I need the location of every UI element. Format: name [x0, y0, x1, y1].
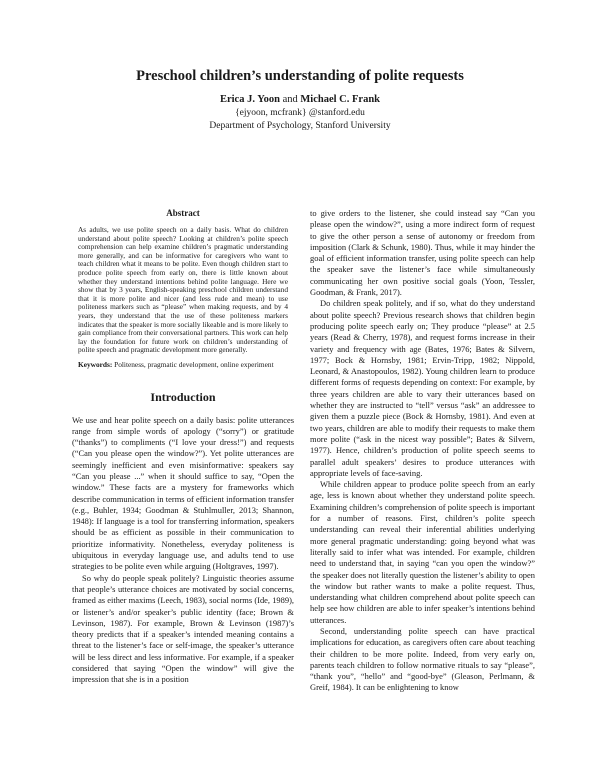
right-column	[310, 208, 535, 694]
paper-title: Preschool children’s understanding of polite requests	[136, 68, 464, 84]
abstract-text: As adults, we use polite speech on a daily basis. What do children understand about polite speech? Looking at children’s polite speech comprehension can help examine children’s pragmatic understanding more generally, and can be informative for caregivers who want to teach children what it means to be polite. Even though children start to produce polite speech from early on, there is little known about whether they understand intentions behind polite language. Here we show that by 3 years, English-speaking preschool children understand that it is more polite and nicer (and less rude and mean) to use politeness markers such as “please” when making requests, and by 4 years, they understand that the use of these politeness markers indicates that the speaker is more socially likeable and is more likely to gain compliance from their conversational partners. This work can help lay the foundation for future work on children’s understanding of polite speech and pragmatic development more generally.	[78, 225, 288, 355]
author-second: Michael C. Frank	[300, 94, 381, 105]
abstract-heading: Abstract	[166, 208, 200, 218]
author-conjunction: and	[282, 94, 298, 105]
introduction-heading: Introduction	[150, 389, 216, 404]
keywords-label: Keywords:	[78, 359, 113, 369]
intro-paragraph-4: Do children speak politely, and if so, what do they understand about polite speech? Previous research shows that children begin producing polite speech early on; They produce “please” at 2.5 years (Read & Cherry, 1978), and request forms increase in their variety and frequency with age (Bates, 1976; Bates & Silvern, 1977; Bock & Hornsby, 1981; Ervin-Tripp, 1982; Nippold, Leonard, & Anastopoulos, 1982). Young children learn to produce different forms of requests depending on context: For example, by three years children are able to vary their utterances based on whether they are instructed to “tell” versus “ask” an addressee to given them a puzzle piece (Bock & Hornsby, 1981). And even at two years, children are able to modify their requests to make them more polite (“ask in the nicest way possible”; Bates & Silvern, 1977). Hence, children’s production of polite speech seems to parallel adult speakers’ desires to produce utterances with appropriate levels of face-saving.	[310, 298, 535, 478]
intro-paragraph-1: We use and hear polite speech on a daily basis: polite utterances range from simple words of apology (“sorry”) or gratitude (“thanks”) to compliments (“I love your dress!”) and requests (“Can you please open the window?”). Yet polite utterances are seemingly inefficient and even misinformative: speakers say “Can you please ...” when it should suffice to say, “Open the window.” These facts are a mystery for frameworks which describe communication in terms of efficient information transfer (e.g., Buhler, 1934; Goodman & Stuhlmuller, 2013; Shannon, 1948): If language is a tool for transferring information, speakers should be as efficient as possible in their communication to prioritize informativity. Nonetheless, everyday politeness is ubiquitous in everyday language use, and adults tend to use strategies to be polite even while arguing (Holtgraves, 1997).	[72, 414, 294, 572]
intro-paragraph-3: to give orders to the listener, she could instead say “Can you please open the window?”, using a more indirect form of request to give the other person a sense of autonomy or freedom from imposition (Clark & Schunk, 1980). Thus, while it may hinder the goal of efficient information transfer, using polite speech can help the speaker save the listener’s face while simultaneously communicating her own positive social goals (Yoon, Tessler, Goodman, & Frank, 2017).	[310, 208, 535, 298]
author-first: Erica J. Yoon	[219, 94, 280, 105]
author-line	[0, 94, 600, 105]
intro-paragraph-5: While children appear to produce polite speech from an early age, less is known about whether they understand polite speech. Examining children’s comprehension of polite speech is important for a number of reasons. First, children’s polite speech understanding can reveal their inferential abilities underlying more general pragmatic understanding: going beyond what was literally said to infer what was intended. For example, children need to understand that, in saying “can you open the window?” the speaker does not literally question the listener’s ability to open the window but rather wants to make a polite request. Thus, understanding what children comprehend about polite speech can help see how children are able to infer speaker’s intentions behind utterances.	[310, 479, 535, 625]
intro-paragraph-2: So why do people speak politely? Linguistic theories assume that people’s utterance choices are motivated by social concerns, framed as either maxims (Leech, 1983), social norms (Ide, 1989), or listener’s and/or speaker’s public identity (face; Brown & Levinson, 1987). For example, Brown & Levinson (1987)’s theory predicts that if a speaker’s intended meaning contains a threat to the listener’s face or self-image, the speaker’s utterance will be less direct and less informative. For example, if a speaker considered that saying “Open the window” will give the impression that she is in a position	[72, 572, 294, 685]
author-affiliation: Department of Psychology, Stanford University	[209, 121, 391, 131]
author-emails: {ejyoon, mcfrank} @stanford.edu	[235, 108, 365, 118]
keywords-text: Politeness, pragmatic development, online experiment	[114, 359, 274, 369]
keywords	[78, 361, 288, 370]
intro-paragraph-6: Second, understanding polite speech can have practical implications for education, as caregivers often care about teaching their children to be more polite. Indeed, from very early on, parents teach children to follow normative rituals to say “please”, “thank you”, “hello” and “good-bye” (Gleason, Perlmann, & Greif, 1984). It can be enlightening to know	[310, 625, 535, 693]
left-column	[72, 208, 294, 686]
